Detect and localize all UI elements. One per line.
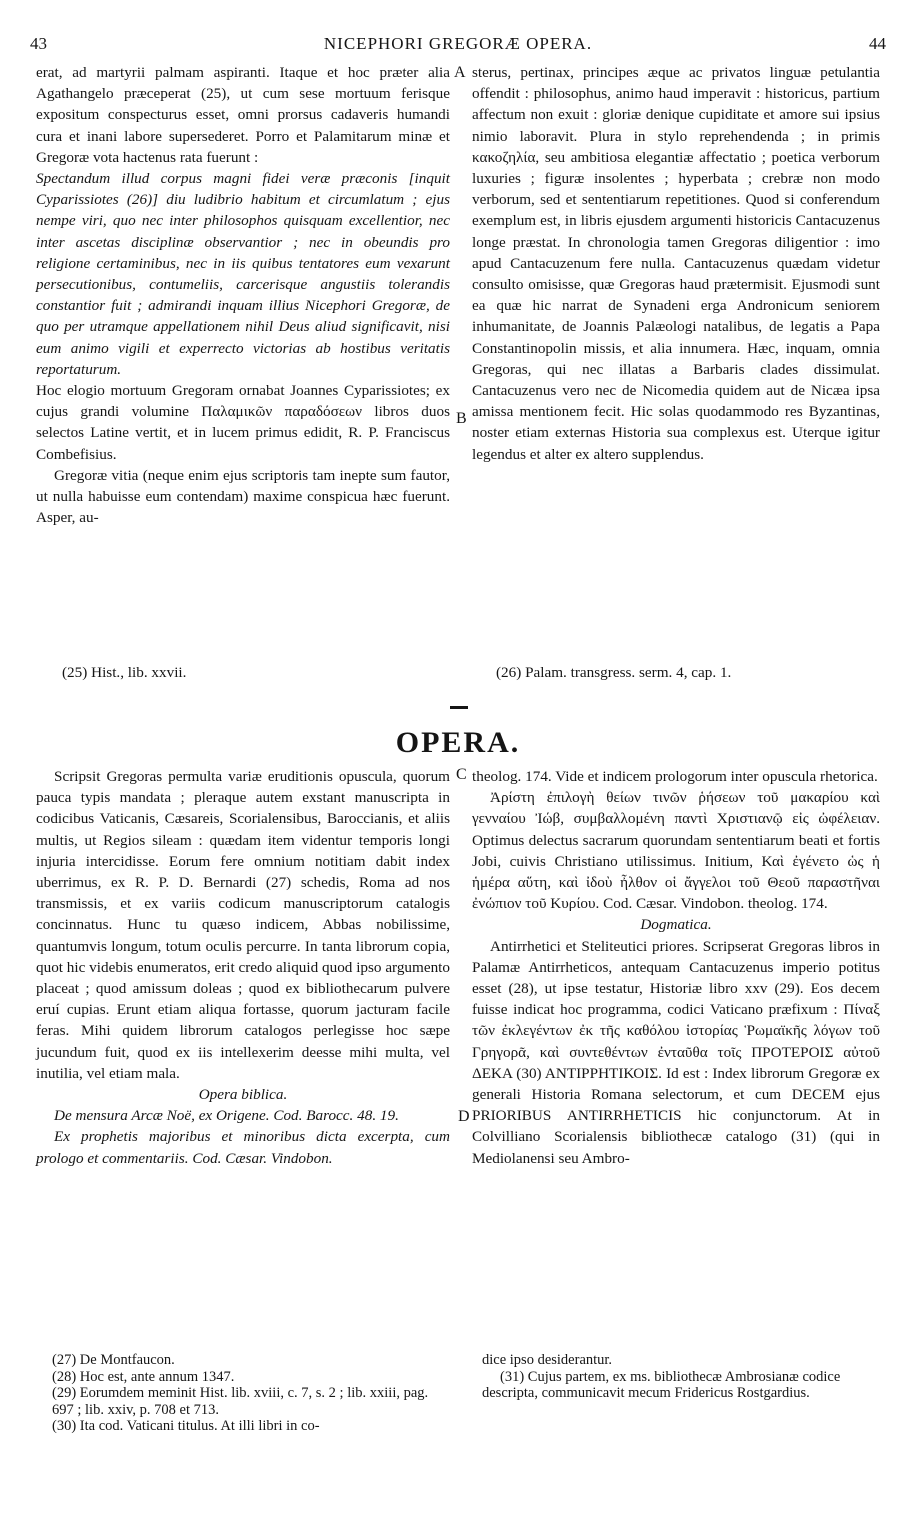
margin-letter-b: B [456, 410, 467, 427]
paragraph: theolog. 174. Vide et indicem prologorum inter opuscula rhetorica. [472, 768, 878, 785]
paragraph: Gregoræ vitia (neque enim ejus scriptoris tam inepte sum fautor, ut nulla habuisse eum contendam) maxime conspicua hæc fuerunt. Asper, au- [36, 466, 450, 527]
top-right-column [472, 62, 880, 465]
footnotes-right [482, 1352, 882, 1402]
page-header [30, 34, 886, 58]
margin-letter-a: A [454, 64, 466, 81]
footnotes-left [52, 1352, 452, 1435]
paragraph: Scripsit Gregoras permulta variæ eruditionis opuscula, quorum pauca typis mandata ; pleraque autem exstant manuscripta in codicibus Vaticanis, Cæsareis, Scorialensibus, Baroccianis, et aliis multis, ut Regios sileam : quædam item videntur temporis longi injuria intercidisse. Eorum fere omnium notitiam dabit index uberrimus, ex R. P. D. Bernardi (27) schedis, Roma ad nos transmissis, et ex variis codicum manuscriptorum catalogis concinnatus. Hunc tu quæso indicem, Abbas nobilissime, quantumvis longum, totum oculis percurre. In tanta librorum copia, quot hic videbis enumeratos, erit credo aliquid quod ipso argumento placeat ; quod amissum doleas ; quod ex bibliothecarum pulvere eruí cupias. Erunt etiam aliqua fortasse, quorum jacturam facile feras. Mihi quidem librorum catalogos perlegisse hoc sæpe jucundum fuit, quod ex iis intellexerim deesse mihi multa, vel inutilia, vel etiam mala. [36, 768, 450, 1082]
section-divider [450, 706, 468, 709]
entry: Antirrhetici et Steliteutici priores. Scripserat Gregoras libros in Palamæ Antirrheticos, antequam Cantacuzenus imperio potitus esset (28), ut ipse testatur, Historiæ libro xxv (29). Eos decem fuisse indicat hoc programma, codici Vaticano præfixum : Πίναξ τῶν ἐκλεγέντων ἐκ τῆς καθόλου ἱστορίας Ῥωμαϊκῆς λόγων τοῦ Γρηγορᾶ, καὶ συντεθέντων ἐνταῦθα τοῖς ΠΡΟΤΕΡΟΙΣ αὐτοῦ ΔΕΚΑ (30) ΑΝΤΙΡΡΗΤΙΚΟΙΣ. Id est : Index librorum Gregoræ ex generali Historia Romana selectorum, et cum DECEM ejus PRIORIBUS ANTIRRHETICIS hic conjunctorum. At in Colvilliano Scorialensis bibliothecæ catalogo (31) (qui in Mediolanensi seu Ambro- [472, 937, 880, 1167]
entry: Ex prophetis majoribus et minoribus dicta excerpta, cum prologo et commentariis. Cod. Cæsar. Vindobon. [36, 1128, 450, 1167]
paragraph: sterus, pertinax, principes æque ac privatos linguæ petulantia offendit : philosophus, animo haud imperavit : historicus, partium affectum non exuit : gloriæ denique cupiditate et amore sui ipsius nimio laboravit. Plura in stylo reprehendenda ; in primis κακοζηλία, seu ambitiosa elegantiæ affectatio ; poetica verborum luxuries ; figuræ insolentes ; hyperbata ; crebræ non modo verborum, sed et sententiarum repetitiones. Quod si conferendum exemplum est, in libris ejusdem argumenti historicis Cantacuzenus longe præstat. In chronologia tamen Gregoras diligentior : imo apud Cantacuzenum fere nulla. Cantacuzenus quædam videtur consulto omisisse, quæ Gregoras haud prætermisit. Ejusmodi sunt ea quæ hic narrat de Synadeni erga Andronicum seniorem inhumanitate, de Joannis Palæologi natalibus, de legatis a Papa Constantinopolin missis, et alia innumera. Hæc, inquam, omnia Gregoras, qui nec illatas a Barbaris clades dissimulat. Cantacuzenus vero nec de Nicomedia quidem aut de Nicæa ipsa amissa mentionem fecit. Hic solas quodammodo res Byzantinas, noster etiam externas Historia sua complexus est. Uterque igitur legendus et alter ex altero supplendus. [472, 64, 880, 463]
footnote-29: (29) Eorumdem meminit Hist. lib. xviii, c. 7, s. 2 ; lib. xxiii, pag. 697 ; lib. xxiv, p. 708 et 713. [52, 1385, 429, 1418]
footnote-30: (30) Ita cod. Vaticani titulus. At illi libri in co- [52, 1418, 320, 1434]
quotation: Spectandum illud corpus magni fidei veræ præconis [inquit Cyparissiotes (26)] diu ludibrio habitum et circumlatum ; ejus nempe viri, quo nec inter philosophos quisquam excellentior, nec inter ascetas disciplinæ observantior ; nec in obeundis pro religione certaminibus, nec in iis quibus tentatores eum vexarunt persecutionibus, contumeliis, carcerisque angustiis tolerandis constantior fuit ; admirandi inquam illius Nicephori Gregoræ, de quo per utramque appellationem nihil Deus aliud significavit, nisi eum animo vigili et experrecto victorias ab hostibus veritatis reportaturum. [36, 170, 450, 378]
running-title: NICEPHORI GREGORÆ OPERA. [323, 34, 593, 53]
subheading-dogmatica: Dogmatica. [640, 916, 712, 934]
footnote-26: (26) Palam. transgress. serm. 4, cap. 1. [496, 664, 732, 681]
page-number-left: 43 [30, 34, 47, 53]
footnote-30-continued: dice ipso desiderantur. [482, 1352, 613, 1368]
bottom-right-column [472, 766, 880, 1169]
footnote-27: (27) De Montfaucon. [52, 1352, 175, 1368]
page-number-right: 44 [869, 34, 886, 53]
footnote-25: (25) Hist., lib. xxvii. [62, 664, 187, 681]
margin-letter-d: D [458, 1108, 470, 1125]
footnote-28: (28) Hoc est, ante annum 1347. [52, 1368, 235, 1385]
bottom-left-column [36, 766, 450, 1169]
margin-letter-c: C [456, 766, 467, 783]
footnote-31: (31) Cujus partem, ex ms. bibliothecæ Ambrosianæ codice descripta, communicavit mecum Fridericus Rostgardius. [482, 1368, 841, 1401]
top-left-column [36, 62, 450, 528]
entry: Ἀρίστη ἐπιλογὴ θείων τινῶν ῥήσεων τοῦ μακαρίου καὶ γενναίου Ἰώβ, συμβαλλομένη παντὶ Χριστιανῷ εἰς ὠφέλειαν. Optimus delectus sacrarum quorundam sententiarum beati et fortis Jobi, cuivis Christiano utilissimus. Initium, Καὶ ἐγένετο ὡς ἡ ἡμέρα αὕτη, καὶ ἰδοὺ ἦλθον οἱ ἄγγελοι τοῦ Θεοῦ παραστῆναι ἐνώπιον τοῦ Κυρίου. Cod. Cæsar. Vindobon. theolog. 174. [472, 789, 880, 913]
paragraph: erat, ad martyrii palmam aspiranti. Itaque et hoc præter alia Agathangelo præceperat (25), ut cum sese mortuum ferisque expositum conspecturus esset, omni prorsus cadaveris humandi cura et inani labore supersederet. Porro et Palamitarum minæ et Gregoræ vota hactenus rata fuerunt : [36, 64, 450, 166]
entry: De mensura Arcæ Noë, ex Origene. Cod. Barocc. 48. 19. [54, 1107, 399, 1125]
paragraph: Hoc elogio mortuum Gregoram ornabat Joannes Cyparissiotes; ex cujus grandi volumine Παλαμικῶν παραδόσεων libros duos selectos Latine vertit, et in lucem primus edidit, R. P. Franciscus Combefisius. [36, 382, 450, 463]
subheading-opera-biblica: Opera biblica. [198, 1086, 288, 1104]
section-title: OPERA. [395, 726, 521, 759]
